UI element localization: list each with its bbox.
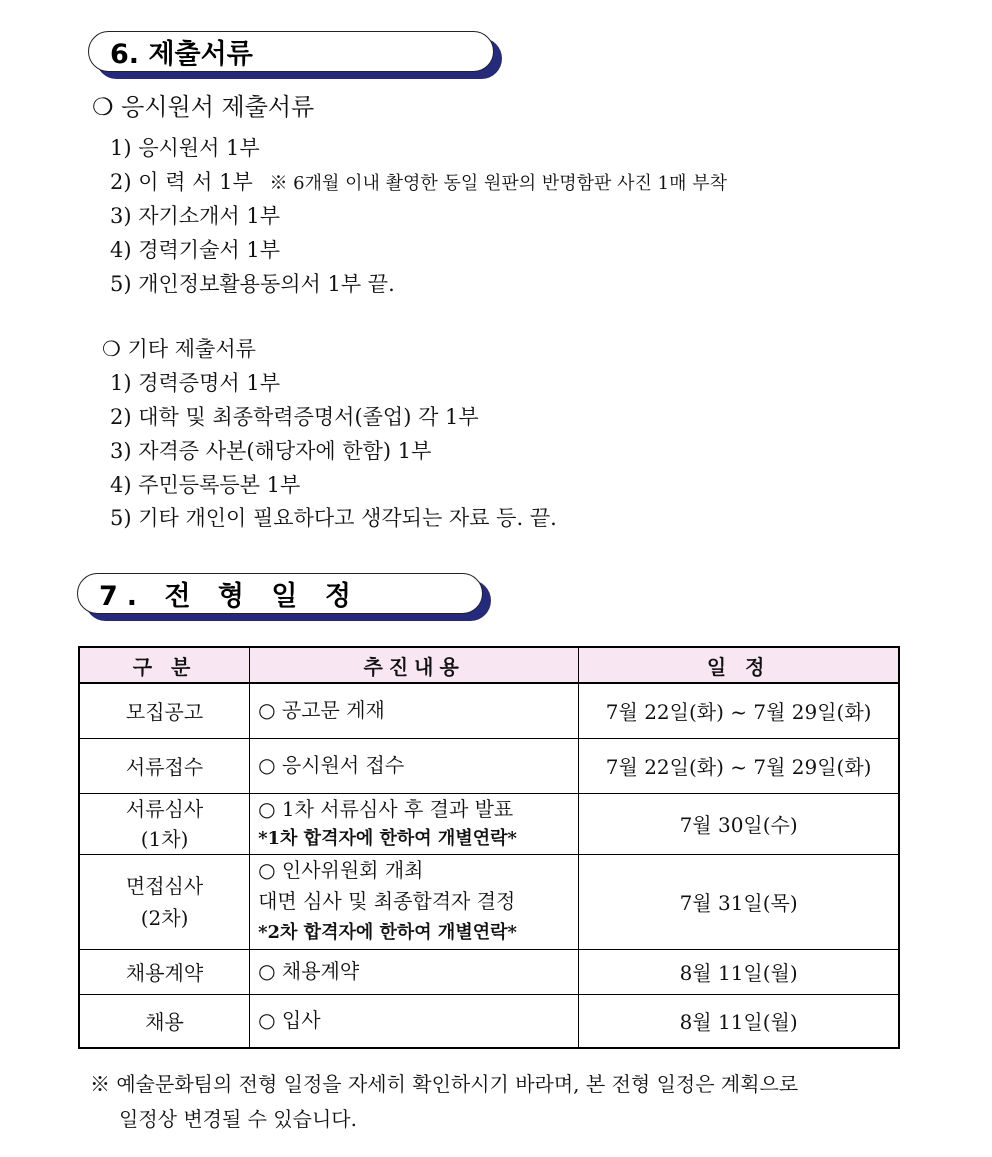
group2-item-2: 2) 대학 및 최종학력증명서(졸업) 각 1부: [110, 405, 479, 429]
table-header-row: [79, 647, 899, 683]
table-row: [79, 738, 899, 793]
photo-note: ※ 6개월 이내 촬영한 동일 원판의 반명함판 사진 1매 부착: [269, 173, 727, 194]
content-cell: ○ 응시원서 접수: [250, 738, 579, 793]
header-content: 추진내용: [250, 647, 579, 683]
footnote-line-1: ※ 예술문화팀의 전형 일정을 자세히 확인하시기 바라며, 본 전형 일정은 계획으로: [90, 1072, 799, 1096]
phase-cell: 모집공고: [79, 683, 250, 738]
table-row: [79, 683, 899, 738]
table-row: [79, 949, 899, 994]
table-row: [79, 793, 899, 854]
schedule-table: [78, 646, 900, 1049]
content-cell: ○ 공고문 게재: [250, 683, 579, 738]
content-line: ○ 1차 서류심사 후 결과 발표: [258, 796, 514, 821]
date-cell: 7월 30일(수): [579, 793, 899, 854]
content-cell: ○ 채용계약: [250, 949, 579, 994]
header-phase: 구 분: [79, 647, 250, 683]
group2-item-3: 3) 자격증 사본(해당자에 한함) 1부: [110, 439, 432, 463]
group2-heading: ❍ 기타 제출서류: [102, 337, 256, 361]
section-7-title: 7. 전 형 일 정: [99, 581, 360, 612]
section-6-header: [88, 31, 494, 72]
phase-cell: 채용계약: [79, 949, 250, 994]
group1-heading: ❍ 응시원서 제출서류: [92, 93, 315, 121]
phase-line: (2차): [140, 905, 189, 930]
group1-item-5: 5) 개인정보활용동의서 1부 끝.: [110, 272, 395, 296]
content-bold-note: *1차 합격자에 한하여 개별연락*: [258, 827, 517, 849]
group1-item-2: [110, 167, 727, 199]
phase-line: 서류심사: [125, 796, 204, 821]
phase-line: 면접심사: [125, 873, 204, 898]
content-cell: [250, 854, 579, 949]
content-cell: ○ 입사: [250, 994, 579, 1048]
header-date: 일 정: [579, 647, 899, 683]
phase-cell: 서류접수: [79, 738, 250, 793]
table-row: [79, 854, 899, 949]
footnote-line-2: 일정상 변경될 수 있습니다.: [119, 1107, 357, 1131]
date-cell: 7월 22일(화) ~ 7월 29일(화): [579, 683, 899, 738]
group1-item-2-text: 2) 이 력 서 1부: [110, 170, 253, 194]
phase-cell: [79, 793, 250, 854]
phase-line: (1차): [140, 826, 189, 851]
table-row: [79, 994, 899, 1048]
content-bold-note: *2차 합격자에 한하여 개별연락*: [258, 922, 517, 943]
content-cell: [250, 793, 579, 854]
date-cell: 8월 11일(월): [579, 994, 899, 1048]
phase-cell: 채용: [79, 994, 250, 1048]
content-line: ○ 인사위원회 개최: [258, 858, 424, 882]
section-7-header: [77, 573, 483, 614]
phase-cell: [79, 854, 250, 949]
date-cell: 8월 11일(월): [579, 949, 899, 994]
group1-item-1: 1) 응시원서 1부: [110, 136, 260, 160]
group1-item-4: 4) 경력기술서 1부: [110, 238, 280, 262]
group1-item-3: 3) 자기소개서 1부: [110, 204, 280, 228]
section-6-title: 6. 제출서류: [110, 39, 253, 70]
date-cell: 7월 22일(화) ~ 7월 29일(화): [579, 738, 899, 793]
group2-item-1: 1) 경력증명서 1부: [110, 371, 280, 395]
date-cell: 7월 31일(목): [579, 854, 899, 949]
content-line: 대면 심사 및 최종합격자 결정: [258, 889, 516, 913]
group2-item-4: 4) 주민등록등본 1부: [110, 473, 301, 497]
group2-item-5: 5) 기타 개인이 필요하다고 생각되는 자료 등. 끝.: [110, 506, 557, 530]
